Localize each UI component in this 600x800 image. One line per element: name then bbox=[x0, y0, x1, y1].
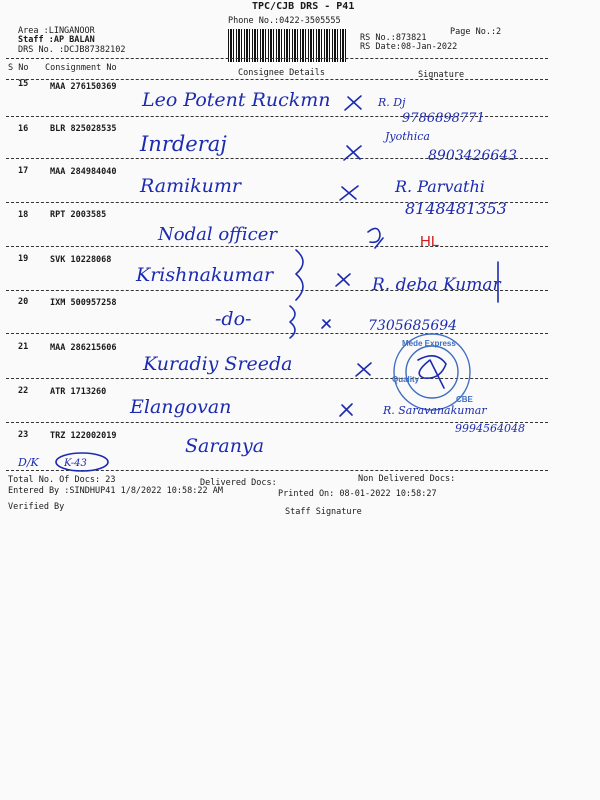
row-consignment: IXM 500957258 bbox=[50, 298, 117, 308]
handwritten-name: Ramikumr bbox=[140, 175, 242, 197]
col-sno: S No bbox=[8, 63, 29, 73]
document-title: TPC/CJB DRS - P41 bbox=[252, 1, 355, 12]
cross-mark bbox=[340, 404, 352, 416]
handwritten-signature: R. Dj bbox=[378, 96, 406, 109]
red-hl-mark: HL bbox=[420, 233, 440, 250]
handwritten-name: Inrderaj bbox=[140, 132, 227, 156]
row-consignment: TRZ 122002019 bbox=[50, 431, 117, 441]
verified-by: Verified By bbox=[8, 502, 65, 512]
handwritten-phone: 9994564048 bbox=[455, 422, 525, 435]
row-consignment: RPT 2003585 bbox=[50, 210, 107, 220]
col-consignment: Consignment No bbox=[45, 63, 117, 73]
row-sno: 16 bbox=[18, 124, 29, 134]
phone-number: Phone No.:0422-3505555 bbox=[228, 16, 341, 26]
row-sno: 22 bbox=[18, 386, 29, 396]
cross-mark bbox=[340, 186, 358, 200]
handwritten-name: -do- bbox=[215, 308, 252, 330]
handwritten-signature: R. Parvathi bbox=[395, 177, 485, 196]
row-divider bbox=[6, 333, 548, 334]
row-consignment: SVK 10228068 bbox=[50, 255, 112, 265]
cross-mark bbox=[336, 274, 350, 286]
svg-text:CBE: CBE bbox=[456, 395, 473, 404]
col-consignee: Consignee Details bbox=[238, 68, 325, 78]
circled-note bbox=[56, 453, 108, 471]
handwritten-signature: R. deba Kumar bbox=[372, 275, 501, 295]
header-rule bbox=[6, 58, 548, 59]
handwritten-name: Nodal officer bbox=[158, 224, 278, 245]
handwritten-signature: R. Saravanakumar bbox=[383, 404, 487, 417]
cross-mark bbox=[345, 96, 361, 110]
handwritten-phone: 8903426643 bbox=[428, 148, 518, 164]
printed-on: Printed On: 08-01-2022 10:58:27 bbox=[278, 489, 437, 499]
handwritten-phone: 7305685694 bbox=[368, 318, 458, 334]
rs-date: RS Date:08-Jan-2022 bbox=[360, 42, 458, 52]
row-sno: 20 bbox=[18, 297, 29, 307]
row-sno: 15 bbox=[18, 79, 29, 89]
row-sno: 23 bbox=[18, 430, 29, 440]
row-consignment: MAA 286215606 bbox=[50, 343, 117, 353]
non-delivered-docs: Non Delivered Docs: bbox=[358, 474, 456, 484]
entered-by: Entered By :SINDHUP41 1/8/2022 10:58:22 AM bbox=[8, 486, 223, 496]
handwritten-name: Elangovan bbox=[130, 396, 232, 418]
rs-number: RS No.:873821 bbox=[360, 33, 427, 43]
row-divider bbox=[6, 158, 548, 159]
row-sno: 19 bbox=[18, 254, 29, 264]
row-divider bbox=[6, 116, 548, 117]
svg-text:Mede Express: Mede Express bbox=[402, 339, 456, 348]
row-consignment: BLR 825028535 bbox=[50, 124, 117, 134]
company-stamp bbox=[392, 334, 474, 410]
delivered-docs: Delivered Docs: bbox=[200, 478, 277, 488]
handwritten-name: Saranya bbox=[185, 435, 265, 457]
row-divider bbox=[6, 422, 548, 423]
row-consignment: MAA 276150369 bbox=[50, 82, 117, 92]
handwritten-phone: 8148481353 bbox=[405, 199, 507, 218]
row-divider bbox=[6, 246, 548, 247]
brace-mark bbox=[296, 250, 303, 300]
drs-number: DRS No. :DCJB87382102 bbox=[18, 45, 126, 55]
area-label: Area :LINGANOOR bbox=[18, 26, 95, 36]
row-consignment: MAA 284984040 bbox=[50, 167, 117, 177]
handwritten-phone: 9786898771 bbox=[402, 111, 485, 126]
row-divider bbox=[6, 202, 548, 203]
cross-mark bbox=[322, 320, 330, 328]
circle-note-text: K-43 bbox=[64, 458, 87, 469]
svg-text:Quality: Quality bbox=[392, 375, 420, 384]
col-signature: Signature bbox=[418, 70, 465, 80]
page-number: Page No.:2 bbox=[450, 27, 502, 37]
total-docs: Total No. Of Docs: 23 bbox=[8, 475, 116, 485]
cross-mark bbox=[356, 363, 371, 376]
row-sno: 21 bbox=[18, 342, 29, 352]
handwritten-name: Kuradiy Sreeda bbox=[143, 353, 293, 375]
handwritten-signature: Jyothica bbox=[385, 130, 430, 143]
handwritten-name: Krishnakumar bbox=[136, 264, 274, 286]
staff-label: Staff :AP BALAN bbox=[18, 35, 95, 45]
row-sno: 18 bbox=[18, 210, 29, 220]
row-divider bbox=[6, 290, 548, 291]
staff-signature: Staff Signature bbox=[285, 507, 362, 517]
handwritten-name: Leo Potent Ruckmn bbox=[142, 89, 331, 111]
row-sno: 17 bbox=[18, 166, 29, 176]
row-divider bbox=[6, 470, 548, 471]
header-rule-2 bbox=[6, 79, 548, 80]
dk-note: D/K bbox=[18, 456, 39, 469]
row-consignment: ATR 1713260 bbox=[50, 387, 107, 397]
row-divider bbox=[6, 378, 548, 379]
